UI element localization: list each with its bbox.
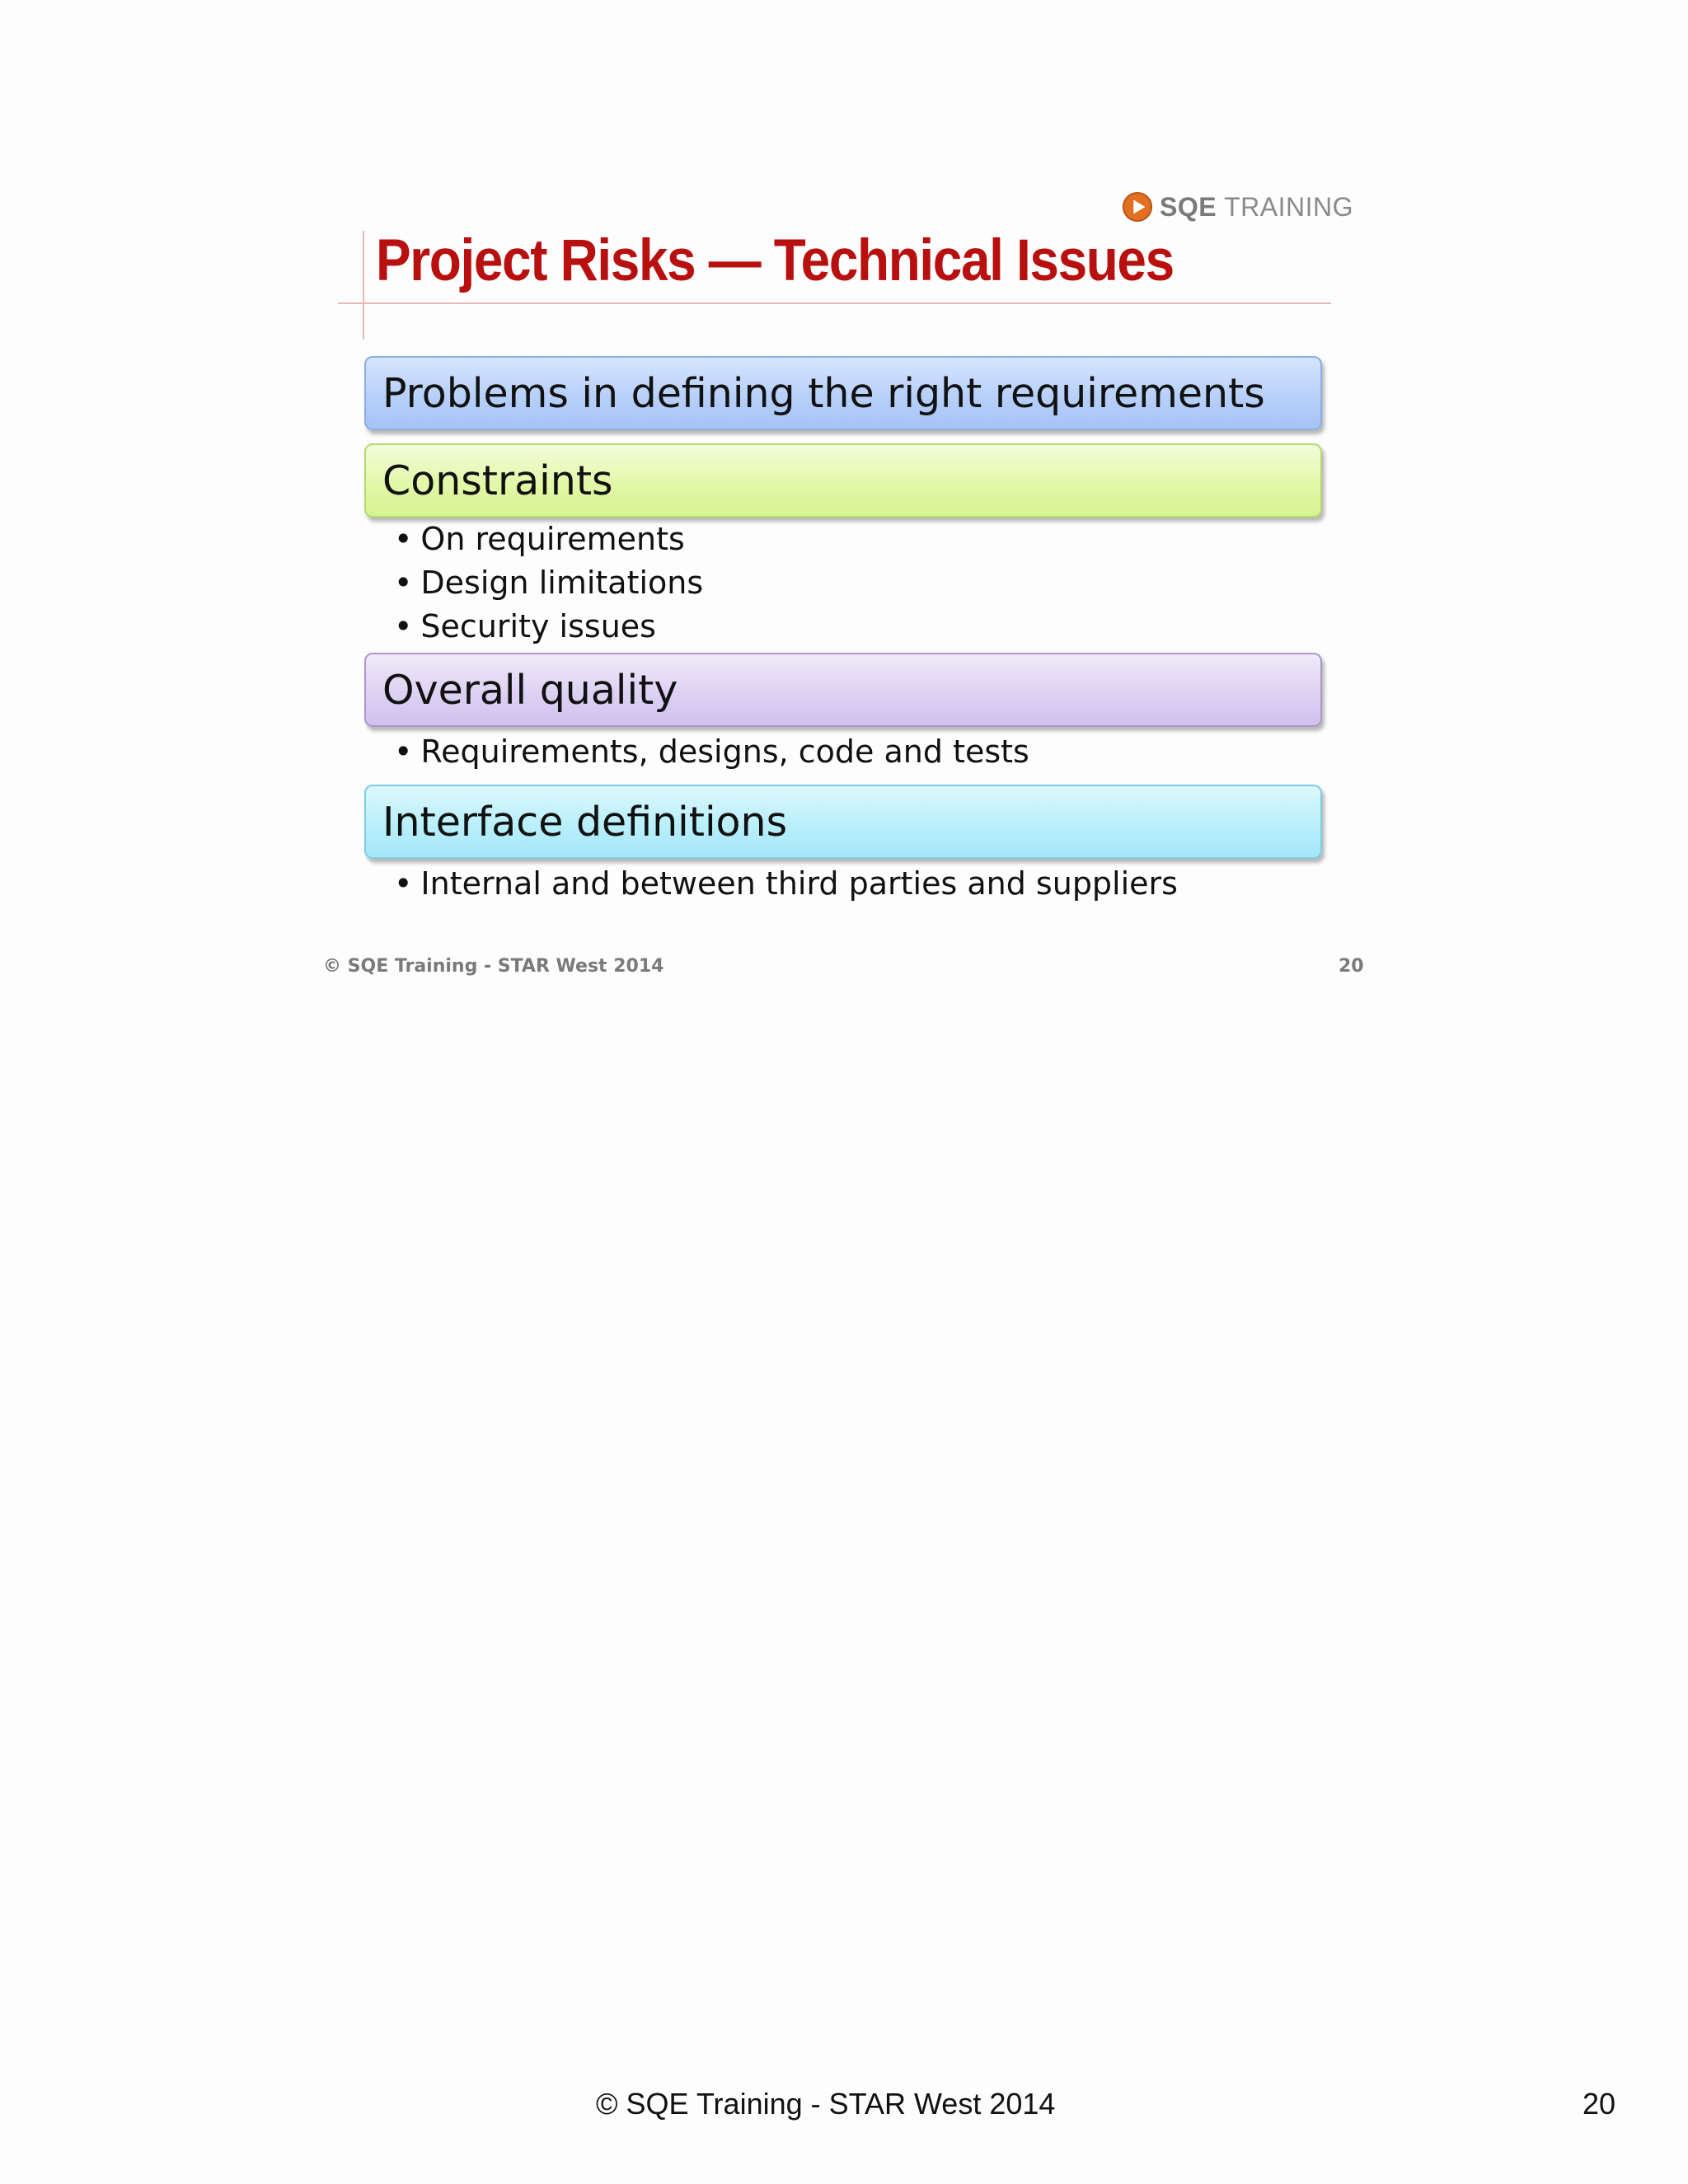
quality-bullet-list [394, 730, 1029, 774]
section-box-requirements [364, 356, 1322, 430]
section-box-constraints [364, 443, 1322, 518]
section-box-quality [364, 653, 1322, 727]
title-left-rule [363, 231, 364, 340]
slide-title: Project Risks — Technical Issues [376, 228, 1174, 293]
slide [318, 173, 1370, 997]
page-footer-page-number: 20 [1582, 2087, 1616, 2121]
sqe-training-logo [1122, 188, 1353, 226]
constraints-bullet-list [394, 518, 703, 649]
page-footer-copyright: © SQE Training - STAR West 2014 [596, 2087, 1056, 2121]
title-underline [338, 302, 1331, 304]
bullet-item: • Internal and between third parties and suppliers [394, 862, 1178, 906]
section-heading: Overall quality [382, 666, 678, 714]
slide-footer-page-number: 20 [1339, 956, 1364, 977]
section-heading: Problems in defining the right requirements [382, 369, 1265, 417]
logo-brand: SQE [1160, 191, 1217, 222]
sqe-logo-mark-icon [1122, 191, 1153, 223]
section-heading: Constraints [382, 457, 613, 504]
bullet-item: • Security issues [394, 605, 703, 649]
section-heading: Interface definitions [382, 798, 788, 846]
section-box-interfaces [364, 785, 1322, 859]
logo-word: TRAINING [1224, 191, 1353, 222]
interfaces-bullet-list [394, 862, 1178, 906]
bullet-item: • Design limitations [394, 561, 703, 605]
slide-footer-copyright: © SQE Training - STAR West 2014 [323, 956, 664, 977]
bullet-item: • On requirements [394, 518, 703, 561]
bullet-item: • Requirements, designs, code and tests [394, 730, 1029, 774]
